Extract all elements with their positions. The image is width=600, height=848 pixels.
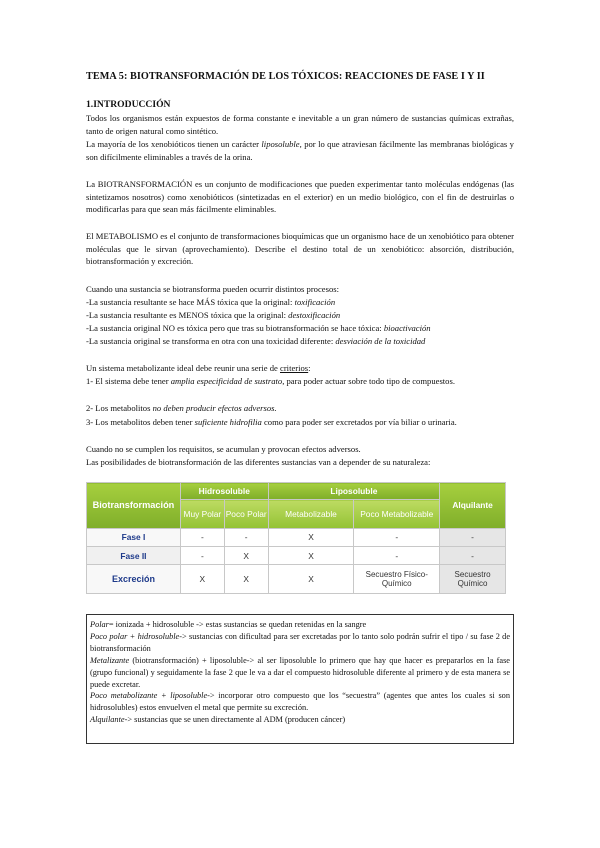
table-cell: - <box>440 528 506 546</box>
table-cell: - <box>354 547 440 565</box>
table-cell: X <box>268 547 354 565</box>
subheader-poco-metabolizable: Poco Metabolizable <box>354 500 440 529</box>
process-item: -La sustancia original NO es tóxica pero que tras su biotransformación se hace tóxica: bioactivación <box>86 323 431 333</box>
note-poco-polar: Poco polar + hidrosoluble-> sustancias con dificultad para ser excretadas por lo tanto solo podrán sufrir el tipo / su fase 2 de biotransformación <box>90 631 511 653</box>
header-hidrosoluble: Hidrosoluble <box>180 483 268 500</box>
criteria-consequence: Cuando no se cumplen los requisitos, se acumulan y provocan efectos adversos. <box>86 444 361 454</box>
note-alquilante: Alquilante-> sustancias que se unen directamente al ADM (producen cáncer) <box>90 715 346 725</box>
process-item: -La sustancia resultante es MENOS tóxica que la original: destoxificación <box>86 310 341 320</box>
subheader-metabolizable: Metabolizable <box>268 500 354 529</box>
note-polar: Polar= ionizada + hidrosoluble -> estas sustancias se quedan retenidas en la sangre <box>90 620 367 629</box>
intro-paragraph-2: La mayoría de los xenobióticos tienen un carácter liposoluble, por lo que atraviesan fácilmente las membranas biológicas y son difícilmente eliminables a través de la orina. <box>86 139 514 162</box>
subheader-muy-polar: Muy Polar <box>180 500 224 529</box>
table-cell: - <box>224 528 268 546</box>
table-cell: - <box>440 547 506 565</box>
biotransformation-paragraph: La BIOTRANSFORMACIÓN es un conjunto de modificaciones que pueden experimentar tanto moléculas endógenas (las sintetizamos nosotros) como xenobióticos (sintetizadas en el exterior) en un medio biológico, con el fin de destruirlas o modificarlas para que sean más fácilmente eliminables. <box>86 179 514 215</box>
table-cell: - <box>354 528 440 546</box>
table-row <box>87 565 506 594</box>
row-label-fase-2: Fase II <box>87 547 181 565</box>
table-intro: Las posibilidades de biotransformación de las diferentes sustancias van a depender de su naturaleza: <box>86 457 431 467</box>
criteria-intro: Un sistema metabolizante ideal debe reunir una serie de criterios: <box>86 363 311 373</box>
row-label-fase-1: Fase I <box>87 528 181 546</box>
criterion-3: 3- Los metabolitos deben tener suficiente hidrofilia como para poder ser excretados por vía biliar o urinaria. <box>86 417 457 427</box>
processes-intro: Cuando una sustancia se biotransforma pueden ocurrir distintos procesos: <box>86 284 339 294</box>
note-metalizante: Metalizante (biotransformación) + liposoluble-> al ser liposoluble lo primero que hay que hacer es prepararlos en la fase (grupo funcional) y seguidamente la fase 2 que le va a dar el compuesto hidrosoluble diferente al primero y de esta manera se puede excretar. <box>90 655 510 689</box>
table-cell: Secuestro Químico <box>440 565 506 594</box>
criterion-2: 2- Los metabolitos no deben producir efectos adversos. <box>86 403 277 413</box>
table-cell: X <box>224 547 268 565</box>
table-cell: X <box>268 528 354 546</box>
table-row <box>87 547 506 565</box>
table-row <box>87 528 506 546</box>
table-cell: - <box>180 547 224 565</box>
table-cell: X <box>268 565 354 594</box>
table-cell: X <box>224 565 268 594</box>
header-liposoluble: Liposoluble <box>268 483 440 500</box>
criterion-1: 1- El sistema debe tener amplia especificidad de sustrato, para poder actuar sobre todo tipo de compuestos. <box>86 376 455 386</box>
section-heading: 1.INTRODUCCIÓN <box>86 99 171 110</box>
header-alquilante: Alquilante <box>440 483 506 529</box>
page-title: TEMA 5: BIOTRANSFORMACIÓN DE LOS TÓXICOS: REACCIONES DE FASE I Y II <box>86 71 485 82</box>
intro-paragraph-1: Todos los organismos están expuestos de forma constante e inevitable a un gran número de sustancias químicas extrañas, tanto de origen natural como sintético. <box>86 113 514 136</box>
table-cell: - <box>180 528 224 546</box>
row-label-excrecion: Excreción <box>87 565 181 594</box>
biotransformation-table <box>86 482 506 594</box>
table-cell: Secuestro Físico-Químico <box>354 565 440 594</box>
process-item: -La sustancia original se transforma en otra con una toxicidad diferente: desviación de la toxicidad <box>86 336 426 346</box>
process-item: -La sustancia resultante se hace MÁS tóxica que la original: toxificación <box>86 297 336 307</box>
subheader-poco-polar: Poco Polar <box>224 500 268 529</box>
note-poco-metabolizante: Poco metabolizante + liposoluble-> incorporar otro compuesto que los “secuestra” (agentes que antes los cuales si son hidrosolubles) estos envuelven el metal que permite su excreción. <box>90 691 510 713</box>
table-cell: X <box>180 565 224 594</box>
notes-box <box>86 614 514 744</box>
header-biotransformacion: Biotransformación <box>87 483 181 529</box>
metabolism-paragraph: El METABOLISMO es el conjunto de transformaciones bioquímicas que un organismo hace de un xenobiótico para obtener moléculas que le sirvan (aprovechamiento). Describe el destino total de un xenobiótico: absorción, distribución, biotransformación y excreción. <box>86 231 514 267</box>
